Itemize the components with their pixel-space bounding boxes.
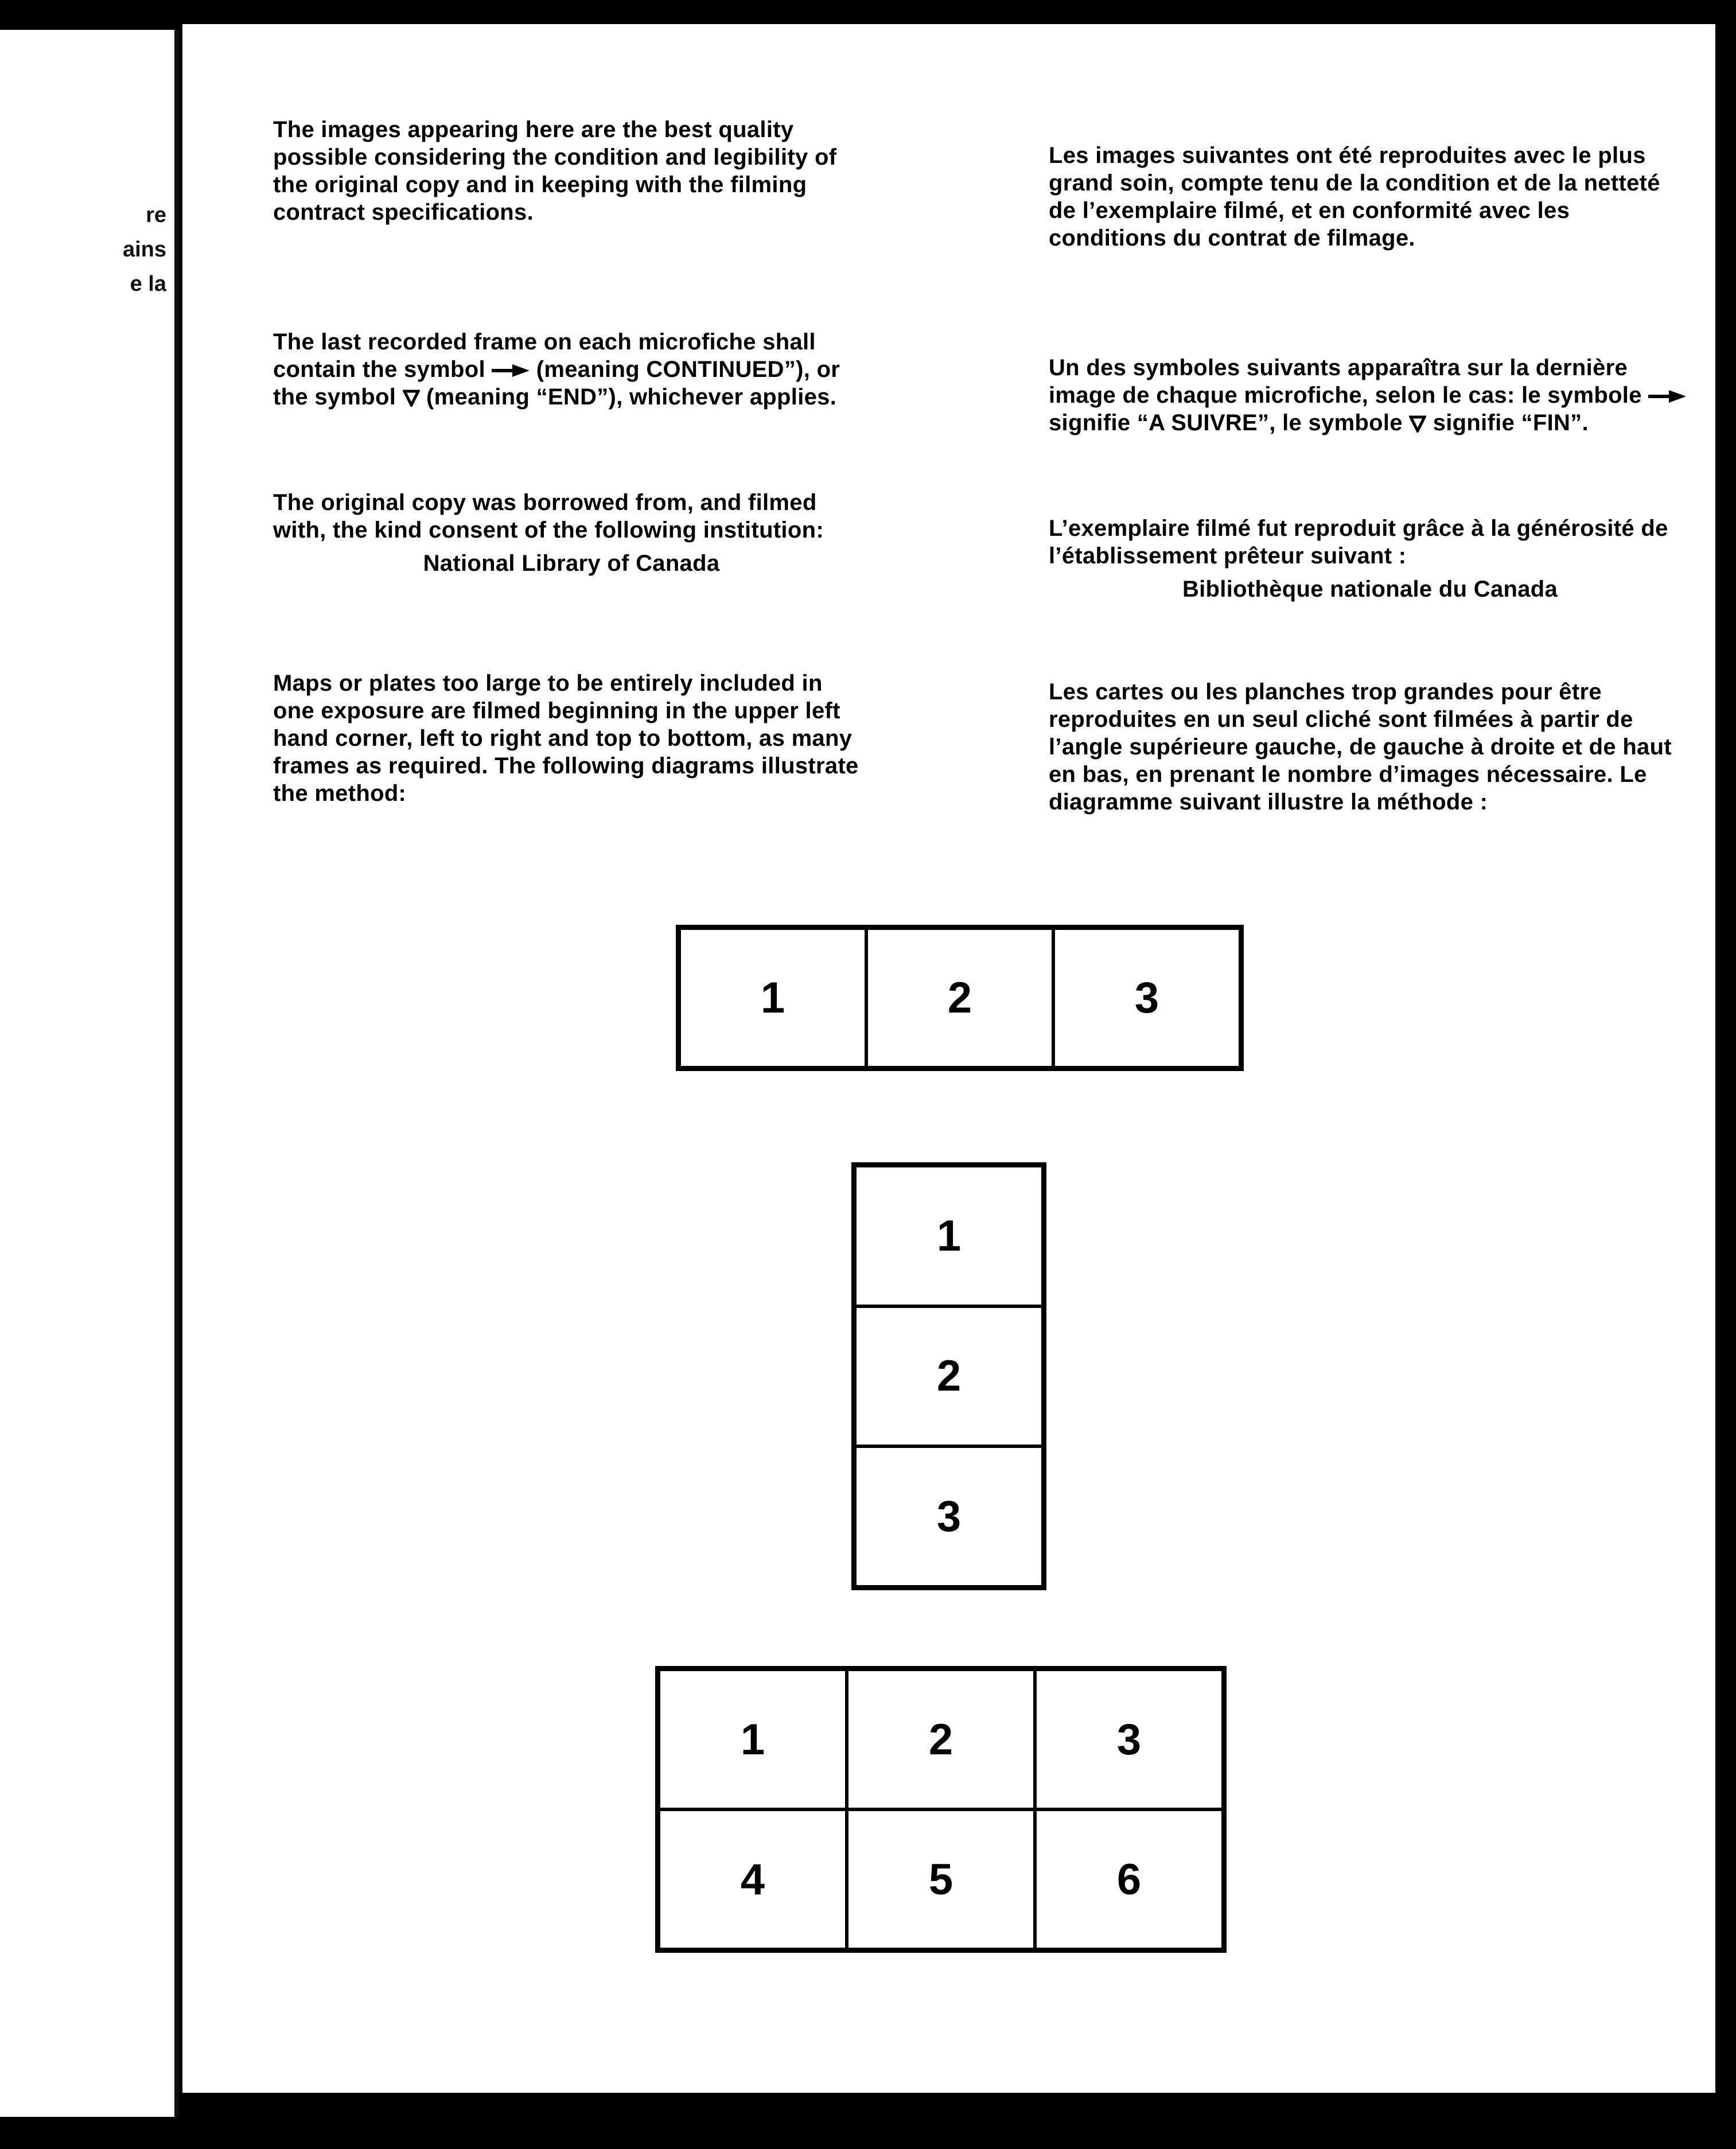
- french-maps-paragraph: [1049, 678, 1691, 816]
- vertical-frames-diagram: [851, 1162, 1046, 1590]
- fragment-line: e la: [130, 272, 166, 296]
- french-symbol-text-a: Un des symboles suivants apparaîtra sur la dernière image de chaque microfiche, selon le cas: le symbole: [1049, 355, 1642, 408]
- english-institution-paragraph: [273, 489, 870, 577]
- french-symbol-text: [1049, 354, 1691, 437]
- horizontal-frames-diagram: [676, 925, 1244, 1071]
- french-quality-paragraph: [1049, 142, 1691, 252]
- english-consent-text: The original copy was borrowed from, and filmed with, the kind consent of the following institution:: [273, 490, 824, 543]
- frame-cell: 2: [866, 928, 1053, 1068]
- french-symbol-text-c: signifie “FIN”.: [1433, 410, 1589, 435]
- grid-frames-diagram: [655, 1666, 1227, 1953]
- french-institution-paragraph: [1049, 515, 1691, 603]
- english-maps-text: Maps or plates too large to be entirely included in one exposure are filmed beginning in the upper left hand corner, left to right and top to bottom, as many frames as required. The following diagrams illustrate the method:: [273, 671, 859, 806]
- fragment-line: ains: [122, 238, 166, 262]
- english-symbol-text-a: The last recorded frame on each microfiche shall contain the symbol: [273, 329, 816, 382]
- english-quality-text: The images appearing here are the best quality possible considering the condition and legibility of the original copy and in keeping with the filming contract specifications.: [273, 117, 837, 225]
- frame-cell: 1: [679, 928, 866, 1068]
- frame-cell: 3: [1053, 928, 1240, 1068]
- english-symbol-text: [273, 328, 870, 411]
- french-institution-name: Bibliothèque nationale du Canada: [1182, 577, 1558, 602]
- end-triangle-icon: [403, 390, 420, 407]
- frame-cell: 4: [659, 1809, 847, 1949]
- frame-cell: 1: [659, 1669, 847, 1809]
- french-symbol-text-b: signifie “A SUIVRE”, le symbole: [1049, 410, 1403, 435]
- french-symbol-paragraph: [1049, 354, 1691, 437]
- english-institution-name: National Library of Canada: [423, 551, 720, 576]
- fin-triangle-icon: [1409, 415, 1426, 433]
- frame-cell: 2: [847, 1669, 1035, 1809]
- frame-cell: 1: [855, 1166, 1043, 1306]
- english-column: [273, 116, 870, 862]
- suivre-arrow-icon: [1648, 389, 1686, 404]
- continued-arrow-icon: [492, 363, 530, 378]
- frame-cell: 6: [1035, 1809, 1223, 1949]
- frame-cell: 3: [855, 1446, 1043, 1587]
- french-quality-text: Les images suivantes ont été reproduites avec le plus grand soin, compte tenu de la condition et de la netteté de l’exemplaire filmé, et en conformité avec les conditions du contrat de filmage.: [1049, 143, 1660, 251]
- frame-cell: 5: [847, 1809, 1035, 1949]
- fragment-line: re: [146, 203, 166, 227]
- french-maps-text: Les cartes ou les planches trop grandes pour être reproduites en un seul cliché sont filmées à partir de l’angle supérieure gauche, de gauche à droite et de haut en bas, en prenant le nombre d’images nécessaire. Le diagramme suivant illustre la méthode :: [1049, 679, 1672, 815]
- english-maps-paragraph: [273, 669, 870, 807]
- french-column: [1049, 142, 1691, 887]
- french-consent-text: L’exemplaire filmé fut reproduit grâce à la générosité de l’établissement prêteur suivant :: [1049, 516, 1668, 569]
- frame-cell: 2: [855, 1306, 1043, 1447]
- english-symbol-text-b: (meaning CONTINUED”), or the symbol: [273, 357, 840, 410]
- previous-page-fragment: [0, 30, 179, 2117]
- english-symbol-paragraph: [273, 328, 870, 411]
- frame-cell: 3: [1035, 1669, 1223, 1809]
- main-page: [182, 24, 1715, 2093]
- english-symbol-text-c: (meaning “END”), whichever applies.: [426, 384, 837, 410]
- english-quality-paragraph: [273, 116, 870, 226]
